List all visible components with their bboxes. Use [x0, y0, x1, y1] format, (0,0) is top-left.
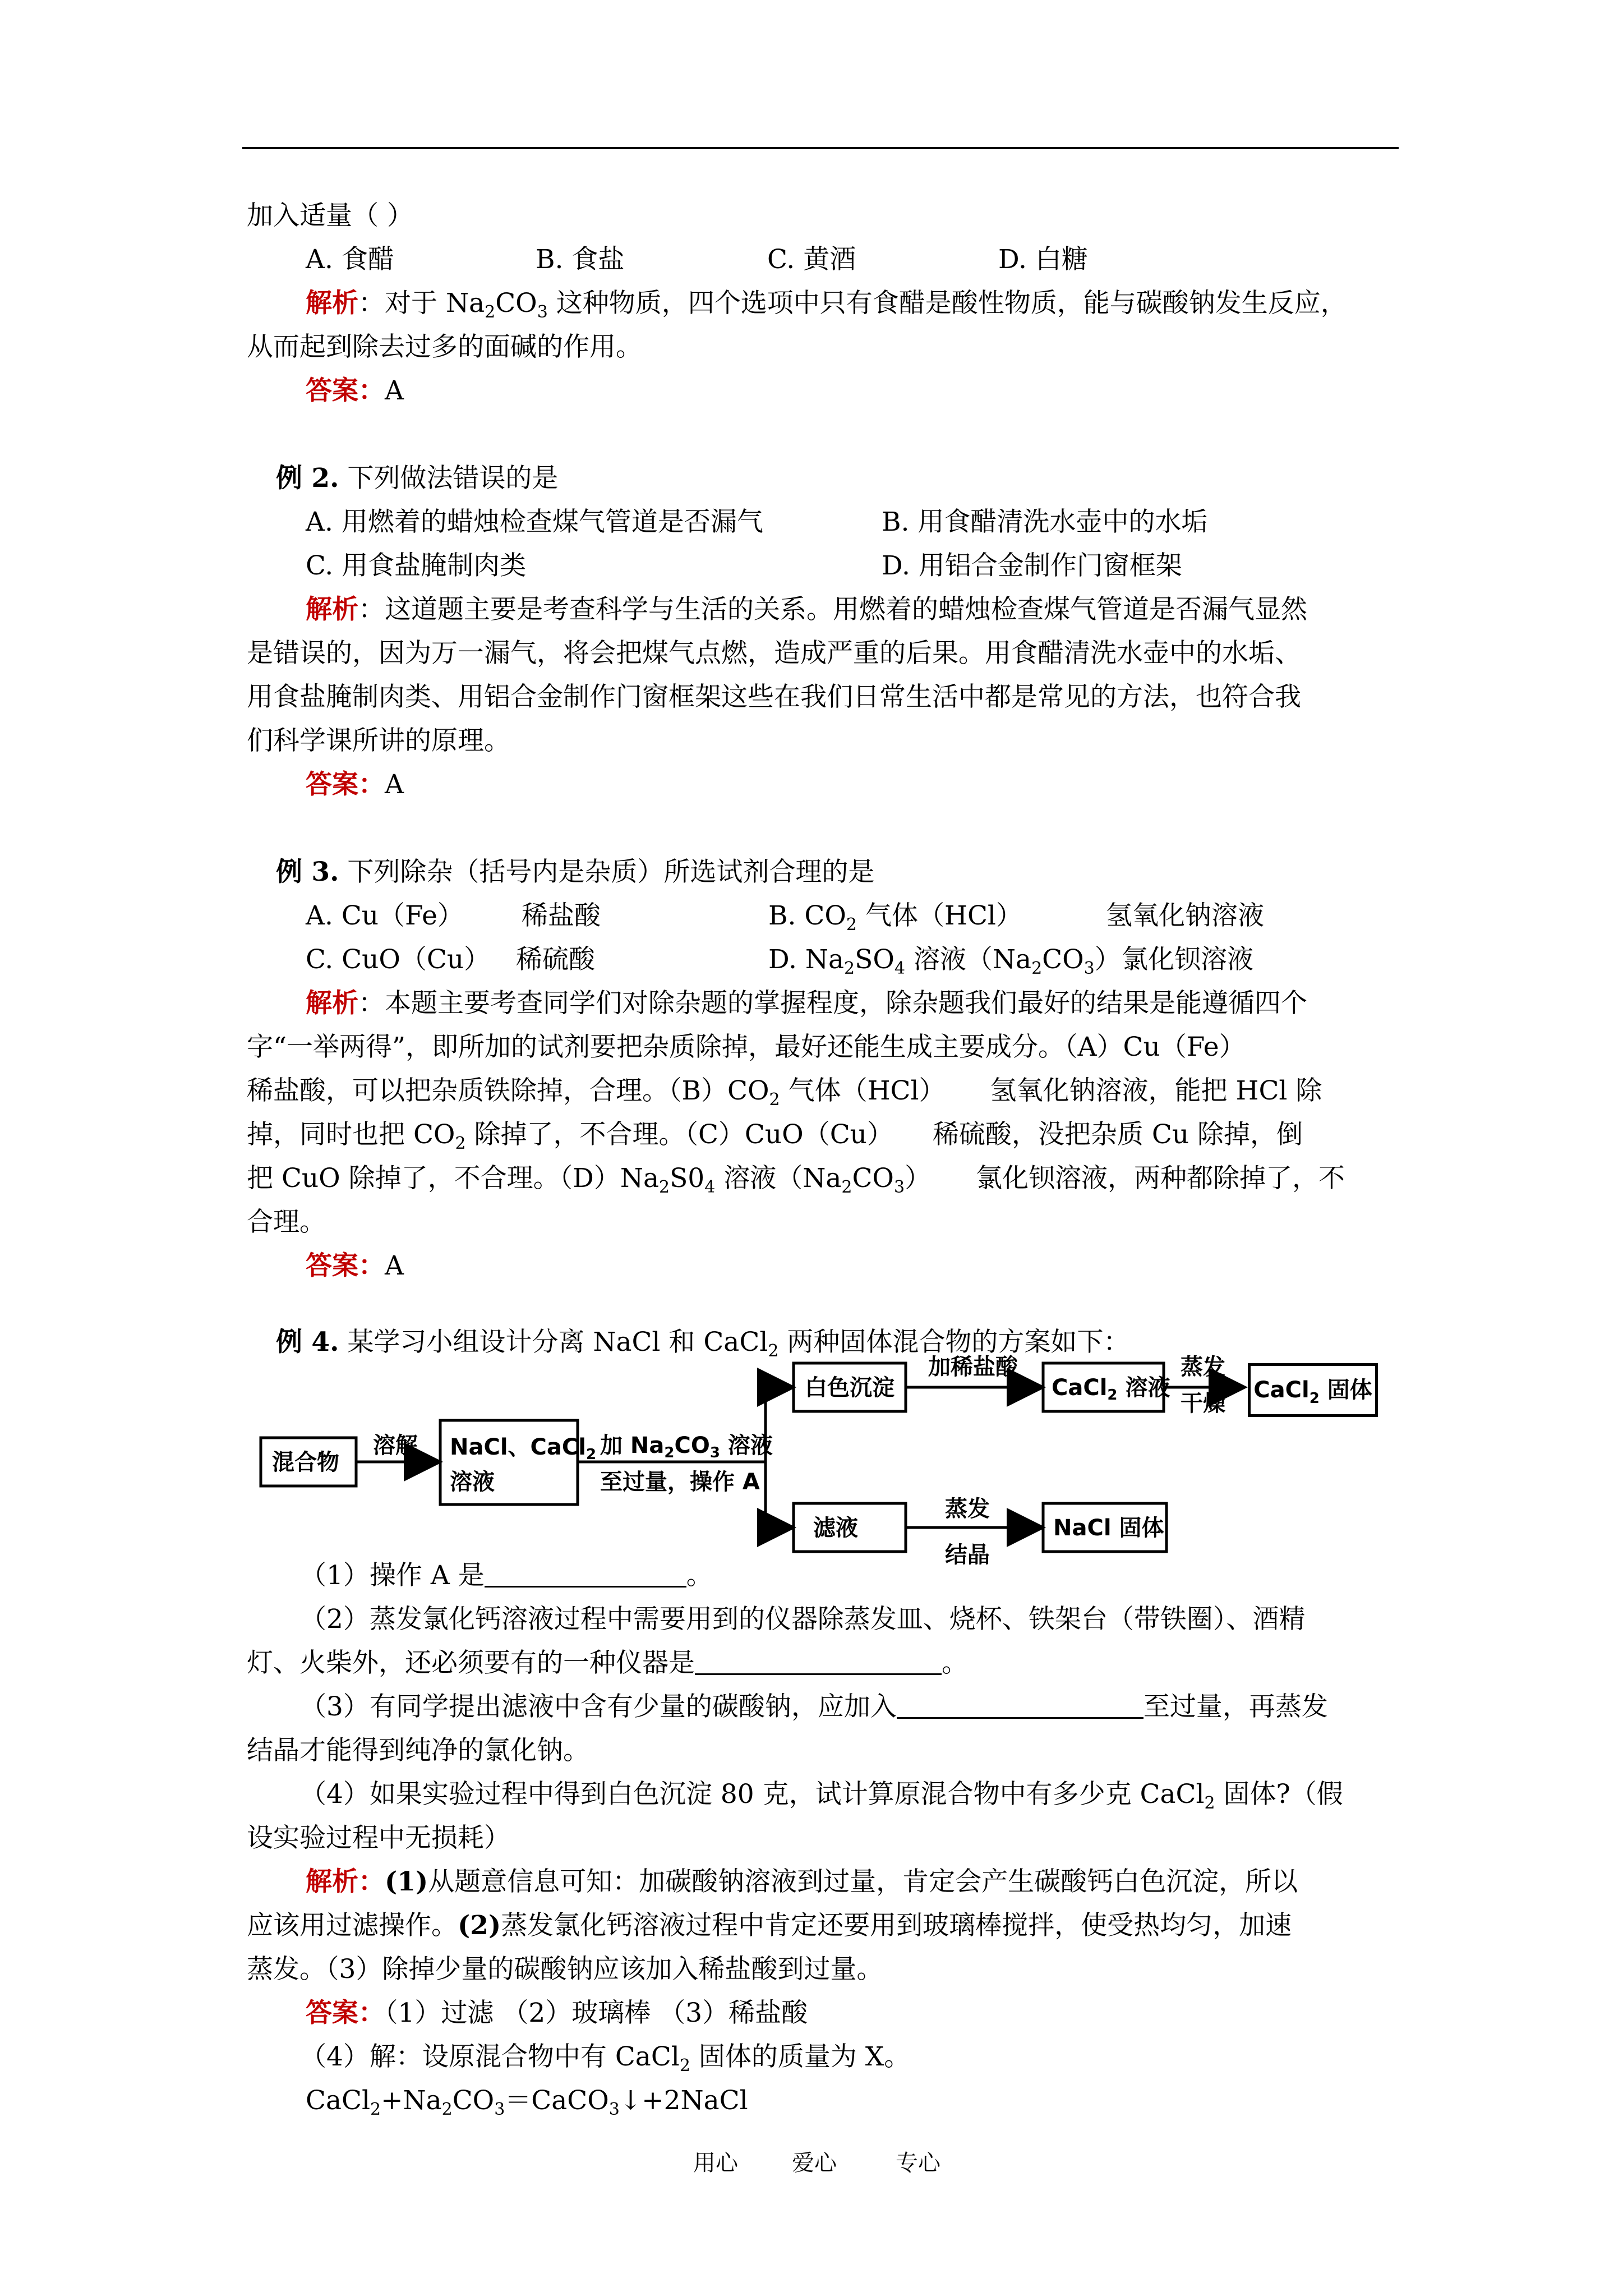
- q2-stem: 例 2. 下列做法错误的是: [276, 463, 559, 494]
- q4-stem: 例 4. 某学习小组设计分离 NaCl 和 CaCl$_2$ 两种固体混合物的方案如下：: [276, 1327, 1130, 1361]
- q1-option-d: D. 白糖: [998, 244, 1088, 275]
- box-cacl2-solid: CaCl$_2$ 固体: [1248, 1363, 1378, 1417]
- q3-analysis-line6: 合理。: [247, 1207, 326, 1237]
- q4-answer: 答案：（1）过滤 （2）玻璃棒 （3）稀盐酸: [306, 1998, 808, 2028]
- footer-text-1: 用心: [693, 2150, 738, 2176]
- q1-stem-end: 加入适量（ ）: [247, 200, 413, 231]
- q1-analysis: 解析：对于 $Na_2CO_3$ 这种物质，四个选项中只有食醋是酸性物质，能与碳酸钠发生反应，: [306, 288, 1347, 322]
- q3-option-b-reagent: 氢氧化钠溶液: [1106, 900, 1264, 931]
- q3-analysis-line1: 解析：本题主要考查同学们对除杂题的掌握程度，除杂题我们最好的结果是能遵循四个: [306, 988, 1307, 1019]
- q4-analysis-line1: 解析：(1)从题意信息可知：加碳酸钠溶液到过量，肯定会产生碳酸钙白色沉淀，所以: [306, 1866, 1298, 1897]
- label-dry: 干燥: [1181, 1391, 1225, 1416]
- q3-stem: 例 3. 下列除杂（括号内是杂质）所选试剂合理的是: [276, 857, 875, 887]
- answer-blank-3[interactable]: [897, 1691, 1144, 1719]
- q2-analysis-line3: 用食盐腌制肉类、用铝合金制作门窗框架这些在我们日常生活中都是常见的方法，也符合我: [247, 682, 1301, 712]
- q4-part2-line1: （2）蒸发氯化钙溶液过程中需要用到的仪器除蒸发皿、烧杯、铁架台（带铁圈）、酒精: [300, 1604, 1306, 1635]
- q4-analysis-line2: 应该用过滤操作。(2)蒸发氯化钙溶液过程中肯定还要用到玻璃棒搅拌，使受热均匀，加速: [247, 1910, 1292, 1941]
- q2-option-c: C. 用食盐腌制肉类: [306, 550, 527, 581]
- q1-analysis-line2: 从而起到除去过多的面碱的作用。: [247, 332, 642, 362]
- label-dissolve: 溶解: [373, 1433, 418, 1458]
- q3-option-c-reagent: 稀硫酸: [516, 944, 595, 975]
- label-crystallize: 结晶: [945, 1542, 990, 1568]
- label-filtrate: 滤液: [813, 1515, 858, 1541]
- q2-analysis-line1: 解析：这道题主要是考查科学与生活的关系。用燃着的蜡烛检查煤气管道是否漏气显然: [306, 594, 1307, 625]
- label-solution-2: 溶液: [450, 1469, 495, 1495]
- q4-analysis-line3: 蒸发。（3）除掉少量的碳酸钠应该加入稀盐酸到过量。: [247, 1954, 883, 1985]
- label-excess-op: 至过量，操作 A: [600, 1469, 760, 1495]
- answer-blank-1[interactable]: [485, 1560, 686, 1588]
- q1-answer: 答案：A: [306, 375, 404, 406]
- q4-part3-line2: 结晶才能得到纯净的氯化钠。: [247, 1735, 589, 1766]
- separation-flowchart: [241, 1341, 1225, 1576]
- q3-option-b: B. $CO_2$ 气体（HCl）: [768, 900, 1022, 935]
- footer-text-2: 爱心: [792, 2150, 837, 2176]
- label-white-ppt: 白色沉淀: [805, 1375, 895, 1401]
- q4-part4-line1: （4）如果实验过程中得到白色沉淀 80 克，试计算原混合物中有多少克 CaCl$_2$ 固体?（假: [300, 1779, 1343, 1813]
- label-add-reagent: 加 $Na_2CO_3$ 溶液: [600, 1433, 773, 1461]
- q3-option-a: A. Cu（Fe）: [306, 900, 464, 931]
- label-mixture: 混合物: [272, 1450, 339, 1475]
- q3-answer: 答案：A: [306, 1250, 404, 1281]
- label-add-hcl: 加稀盐酸: [928, 1354, 1018, 1380]
- label-evaporate-2: 蒸发: [945, 1496, 990, 1522]
- q2-option-d: D. 用铝合金制作门窗框架: [882, 550, 1182, 581]
- q3-option-c: C. CuO（Cu）: [306, 944, 491, 975]
- label-nacl-solid: NaCl 固体: [1053, 1515, 1164, 1541]
- q4-part2-line2: 灯、火柴外，还必须要有的一种仪器是 。: [247, 1648, 968, 1678]
- q1-option-b: B. 食盐: [536, 244, 625, 275]
- q2-analysis-line2: 是错误的，因为万一漏气，将会把煤气点燃，造成严重的后果。用食醋清洗水壶中的水垢、: [247, 638, 1301, 669]
- q3-analysis-line4: 掉，同时也把 $CO_2$ 除掉了，不合理。（C）CuO（Cu） 稀硫酸，没把杂质 Cu 除掉，倒: [247, 1119, 1303, 1153]
- label-cacl2-solution: CaCl$_2$ 溶液: [1052, 1375, 1170, 1404]
- label-solution: NaCl、CaCl$_2$: [450, 1434, 597, 1463]
- q2-option-b: B. 用食醋清洗水壶中的水垢: [882, 507, 1208, 537]
- q4-equation: $CaCl_2+Na_2CO_3=CaCO_3↓+2NaCl$: [306, 2085, 748, 2119]
- q3-analysis-line2: 字“一举两得”，即所加的试剂要把杂质除掉，最好还能生成主要成分。（A）Cu（Fe）: [247, 1032, 1246, 1062]
- q2-answer: 答案：A: [306, 769, 404, 800]
- q4-solution-line1: （4）解：设原混合物中有 CaCl$_2$ 固体的质量为 X。: [300, 2041, 911, 2076]
- footer-text-3: 专心: [896, 2150, 940, 2176]
- q3-analysis-line3: 稀盐酸，可以把杂质铁除掉，合理。$(B)CO_2$ 气体（HCl） 氢氧化钠溶液，能把 HCl 除: [247, 1075, 1322, 1110]
- q3-analysis-line5: 把 CuO 除掉了，不合理。$(D)Na_2S0_4$ 溶液$(Na_2CO_3)$ 氯化钡溶液，两种都除掉了，不: [247, 1163, 1345, 1197]
- q4-part3-line1: （3）有同学提出滤液中含有少量的碳酸钠，应加入 至过量，再蒸发: [300, 1691, 1328, 1722]
- q1-option-a: A. 食醋: [306, 244, 394, 275]
- q2-option-a: A. 用燃着的蜡烛检查煤气管道是否漏气: [306, 507, 763, 537]
- analysis-label: 解析: [306, 288, 358, 319]
- q3-option-d: D. $Na_2SO_4$ 溶液$(Na_2CO_3)$: [768, 944, 1121, 978]
- label-evaporate: 蒸发: [1181, 1354, 1225, 1380]
- header-rule: [242, 147, 1399, 149]
- q2-analysis-line4: 们科学课所讲的原理。: [247, 725, 510, 756]
- q3-option-d-reagent: 氯化钡溶液: [1122, 944, 1253, 975]
- q4-part1: （1）操作 A 是 。: [300, 1560, 713, 1591]
- q1-option-c: C. 黄酒: [767, 244, 856, 275]
- q4-part4-line2: 设实验过程中无损耗）: [247, 1823, 510, 1853]
- answer-blank-2[interactable]: [695, 1648, 942, 1675]
- q3-option-a-reagent: 稀盐酸: [522, 900, 601, 931]
